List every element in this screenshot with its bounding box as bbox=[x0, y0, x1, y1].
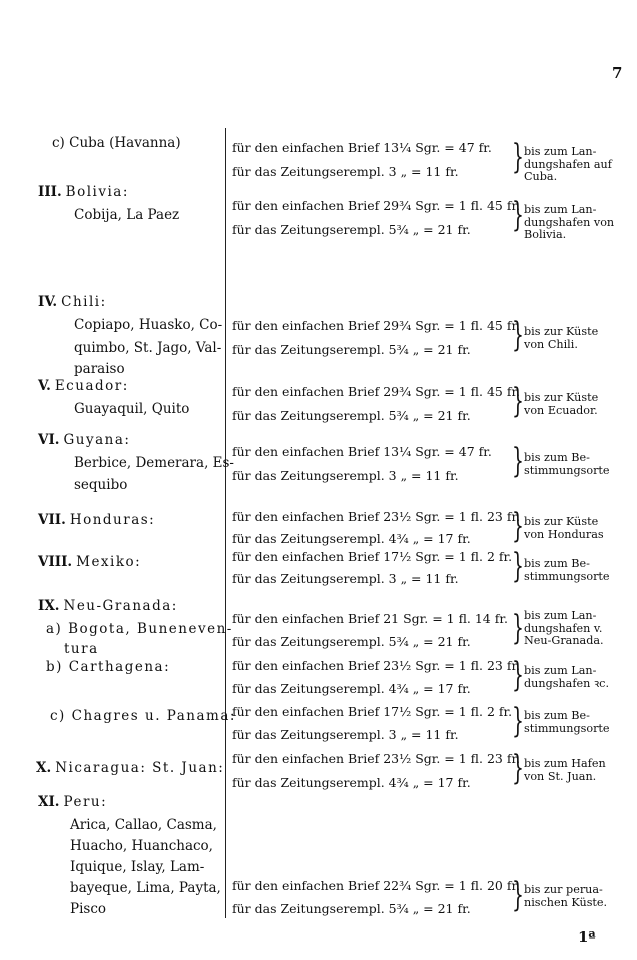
brace: } bbox=[512, 506, 524, 546]
entry-bogota-cont: tura bbox=[64, 641, 99, 657]
heading-ecuador bbox=[38, 380, 129, 394]
heading-bolivia bbox=[38, 186, 129, 200]
note-mexiko: bis zum Be- stimmungsorte bbox=[524, 557, 610, 583]
brace: } bbox=[512, 137, 524, 177]
brace: } bbox=[512, 315, 524, 355]
brace: } bbox=[512, 701, 524, 741]
rate-newspaper-honduras: für das Zeitungserempl. 4¾ „ = 17 fr. bbox=[232, 531, 471, 546]
rate-newspaper-guyana: für das Zeitungserempl. 3 „ = 11 fr. bbox=[232, 468, 459, 483]
entry-carthagena: b) Carthagena: bbox=[46, 659, 171, 675]
roman-numeral: VIII. bbox=[38, 554, 73, 570]
country-name: Bolivia: bbox=[65, 184, 129, 200]
entry-cuba: c) Cuba (Havanna) bbox=[52, 135, 181, 151]
heading-neu-granada bbox=[38, 600, 178, 614]
entry-chagres-panama: c) Chagres u. Panama: bbox=[50, 708, 236, 724]
rate-newspaper-chili: für das Zeitungserempl. 5¾ „ = 21 fr. bbox=[232, 342, 471, 357]
rate-letter-carthagena: für den einfachen Brief 23½ Sgr. = 1 fl. 23 fr. bbox=[232, 658, 521, 673]
note-carthagena: bis zum Lan- dungshafen ꝛc. bbox=[524, 664, 609, 690]
country-name: Neu-Granada: bbox=[63, 598, 178, 614]
heading-guyana bbox=[38, 434, 130, 448]
heading-honduras bbox=[38, 514, 155, 528]
places-peru-4: bayeque, Lima, Payta, bbox=[70, 880, 221, 896]
country-name: Ecuador: bbox=[54, 378, 129, 394]
places-peru-2: Huacho, Huanchaco, bbox=[70, 838, 213, 854]
note-chagres: bis zum Be- stimmungsorte bbox=[524, 709, 610, 735]
note-peru: bis zur perua- nischen Küste. bbox=[524, 883, 608, 909]
country-name: Mexiko: bbox=[76, 554, 142, 570]
country-name: Honduras: bbox=[69, 512, 156, 528]
note-cuba: bis zum Lan- dungshafen auf Cuba. bbox=[524, 145, 612, 184]
roman-numeral: VI. bbox=[38, 432, 60, 448]
brace: } bbox=[512, 875, 524, 915]
rate-newspaper-bogota: für das Zeitungserempl. 5¾ „ = 21 fr. bbox=[232, 634, 471, 649]
rate-newspaper-carthagena: für das Zeitungserempl. 4¾ „ = 17 fr. bbox=[232, 681, 471, 696]
roman-numeral: IV. bbox=[38, 294, 58, 310]
rate-newspaper-bolivia: für das Zeitungserempl. 5¾ „ = 21 fr. bbox=[232, 222, 471, 237]
country-name: Nicaragua: St. Juan: bbox=[55, 760, 225, 776]
roman-numeral: V. bbox=[38, 378, 51, 394]
rate-newspaper-ecuador: für das Zeitungserempl. 5¾ „ = 21 fr. bbox=[232, 408, 471, 423]
roman-numeral: VII. bbox=[38, 512, 66, 528]
note-chili: bis zur Küste von Chili. bbox=[524, 325, 599, 351]
brace: } bbox=[512, 195, 524, 235]
rate-letter-mexiko: für den einfachen Brief 17½ Sgr. = 1 fl. 2 fr. bbox=[232, 549, 513, 564]
brace: } bbox=[512, 441, 524, 481]
note-ecuador: bis zur Küste von Ecuador. bbox=[524, 391, 599, 417]
heading-nicaragua bbox=[36, 762, 224, 776]
roman-numeral: X. bbox=[36, 760, 52, 776]
places-peru-5: Pisco bbox=[70, 901, 107, 917]
rate-letter-peru: für den einfachen Brief 22¾ Sgr. = 1 fl. 20 fr. bbox=[232, 878, 521, 893]
places-guyana-1: Berbice, Demerara, Es- bbox=[74, 455, 234, 471]
places-bolivia: Cobija, La Paez bbox=[74, 207, 180, 223]
column-divider bbox=[225, 128, 226, 918]
brace: } bbox=[512, 748, 524, 788]
country-name: Chili: bbox=[61, 294, 107, 310]
printer-signature: 1ª bbox=[578, 928, 596, 946]
rate-newspaper-mexiko: für das Zeitungserempl. 3 „ = 11 fr. bbox=[232, 571, 459, 586]
places-ecuador: Guayaquil, Quito bbox=[74, 401, 190, 417]
brace: } bbox=[512, 655, 524, 695]
brace: } bbox=[512, 546, 524, 586]
brace: } bbox=[512, 381, 524, 421]
rate-newspaper-peru: für das Zeitungserempl. 5¾ „ = 21 fr. bbox=[232, 901, 471, 916]
roman-numeral: XI. bbox=[38, 794, 60, 810]
country-name: Peru: bbox=[63, 794, 108, 810]
roman-numeral: III. bbox=[38, 184, 62, 200]
rate-letter-bolivia: für den einfachen Brief 29¾ Sgr. = 1 fl. 45 fr. bbox=[232, 198, 521, 213]
rate-letter-nicaragua: für den einfachen Brief 23½ Sgr. = 1 fl. 23 fr. bbox=[232, 751, 521, 766]
roman-numeral: IX. bbox=[38, 598, 60, 614]
rate-newspaper-nicaragua: für das Zeitungserempl. 4¾ „ = 17 fr. bbox=[232, 775, 471, 790]
brace: } bbox=[512, 608, 524, 648]
rate-letter-honduras: für den einfachen Brief 23½ Sgr. = 1 fl. 23 fr. bbox=[232, 509, 521, 524]
heading-peru bbox=[38, 796, 107, 810]
rate-letter-cuba: für den einfachen Brief 13¼ Sgr. = 47 fr. bbox=[232, 140, 492, 155]
page-number: 7 bbox=[612, 64, 623, 82]
places-chili-1: Copiapo, Huasko, Co- bbox=[74, 317, 223, 333]
rate-letter-guyana: für den einfachen Brief 13¼ Sgr. = 47 fr. bbox=[232, 444, 492, 459]
rate-newspaper-cuba: für das Zeitungserempl. 3 „ = 11 fr. bbox=[232, 164, 459, 179]
places-guyana-2: sequibo bbox=[74, 477, 128, 493]
places-peru-3: Iquique, Islay, Lam- bbox=[70, 859, 205, 875]
note-bolivia: bis zum Lan- dungshafen von Bolivia. bbox=[524, 203, 615, 242]
entry-bogota: a) Bogota, Buneneven- bbox=[46, 621, 233, 637]
heading-mexiko bbox=[38, 556, 141, 570]
note-nicaragua: bis zum Hafen von St. Juan. bbox=[524, 757, 606, 783]
rate-letter-bogota: für den einfachen Brief 21 Sgr. = 1 fl. 14 fr. bbox=[232, 611, 508, 626]
heading-chili bbox=[38, 296, 107, 310]
rate-newspaper-chagres: für das Zeitungserempl. 3 „ = 11 fr. bbox=[232, 727, 459, 742]
note-honduras: bis zur Küste von Honduras bbox=[524, 515, 604, 541]
rate-letter-ecuador: für den einfachen Brief 29¾ Sgr. = 1 fl. 45 fr. bbox=[232, 384, 521, 399]
rate-letter-chagres: für den einfachen Brief 17½ Sgr. = 1 fl. 2 fr. bbox=[232, 704, 513, 719]
places-chili-3: paraiso bbox=[74, 361, 125, 377]
rate-letter-chili: für den einfachen Brief 29¾ Sgr. = 1 fl. 45 fr. bbox=[232, 318, 521, 333]
note-guyana: bis zum Be- stimmungsorte bbox=[524, 451, 610, 477]
country-name: Guyana: bbox=[63, 432, 131, 448]
places-chili-2: quimbo, St. Jago, Val- bbox=[74, 340, 222, 356]
note-bogota: bis zum Lan- dungshafen v. Neu-Granada. bbox=[524, 609, 604, 648]
places-peru-1: Arica, Callao, Casma, bbox=[70, 817, 217, 833]
